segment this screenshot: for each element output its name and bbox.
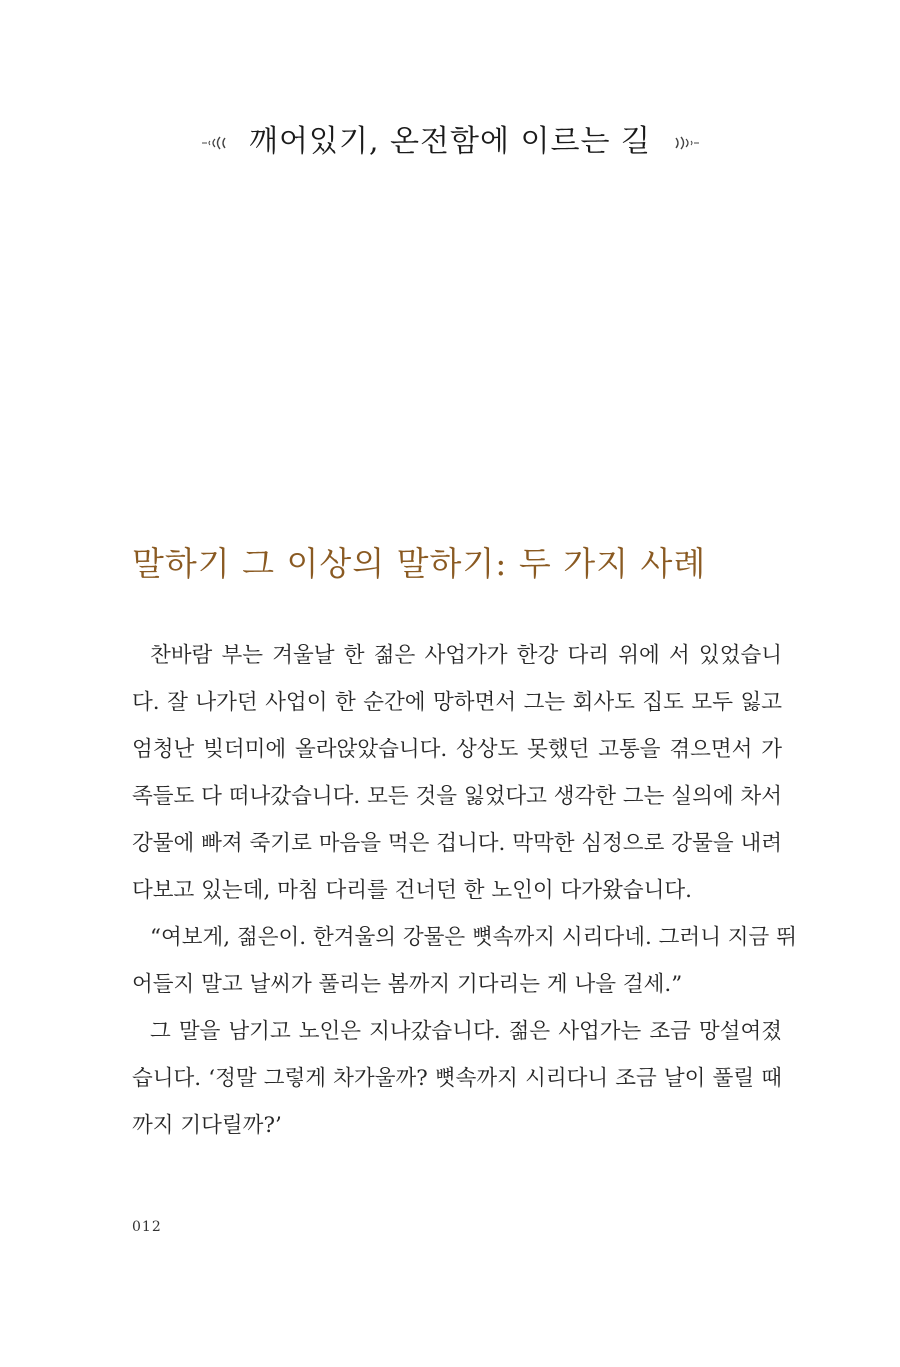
- running-header: [0, 116, 900, 160]
- text-line: 강물에 빠져 죽기로 마음을 먹은 겁니다. 막막한 심정으로 강물을 내려: [132, 831, 782, 856]
- text-line: “여보게, 젊은이. 한겨울의 강물은 뼛속까지 시리다네. 그러니 지금 뛰: [150, 925, 797, 950]
- header-title: 깨어있기, 온전함에 이르는 길: [249, 124, 651, 159]
- text-line: 엄청난 빚더미에 올라앉았습니다. 상상도 못했던 고통을 겪으면서 가: [132, 737, 782, 762]
- text-line: 어들지 말고 날씨가 풀리는 봄까지 기다리는 게 나을 걸세.”: [132, 972, 683, 997]
- sound-wave-right-icon: [674, 134, 700, 152]
- text-line: 다보고 있는데, 마침 다리를 건너던 한 노인이 다가왔습니다.: [132, 878, 692, 903]
- page-number: 012: [132, 1219, 162, 1235]
- text-line: 습니다. ‘정말 그렇게 차가울까? 뼛속까지 시리다니 조금 날이 풀릴 때: [132, 1066, 782, 1091]
- text-line: 그 말을 남기고 노인은 지나갔습니다. 젊은 사업가는 조금 망설여졌: [150, 1019, 782, 1044]
- text-line: 다. 잘 나가던 사업이 한 순간에 망하면서 그는 회사도 집도 모두 잃고: [132, 690, 782, 715]
- body-text: [132, 632, 797, 1149]
- text-line: 족들도 다 떠나갔습니다. 모든 것을 잃었다고 생각한 그는 실의에 차서: [132, 784, 782, 809]
- sound-wave-left-icon: [201, 134, 227, 152]
- section-title: 말하기 그 이상의 말하기: 두 가지 사례: [132, 544, 707, 583]
- text-line: 까지 기다릴까?’: [132, 1113, 282, 1138]
- text-line: 찬바람 부는 겨울날 한 젊은 사업가가 한강 다리 위에 서 있었습니: [150, 643, 782, 668]
